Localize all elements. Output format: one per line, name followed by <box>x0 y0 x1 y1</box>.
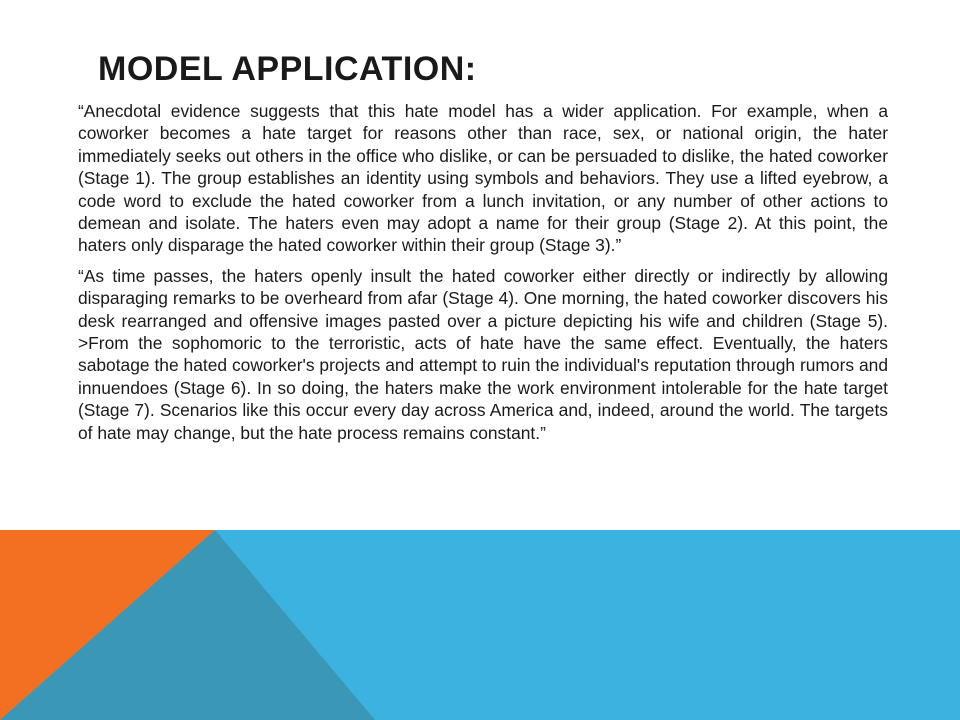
footer-shapes <box>0 530 960 720</box>
quote-paragraph-1: “Anecdotal evidence suggests that this hate model has a wider application. For example, when a coworker becomes a hate target for reasons other than race, sex, or national origin, the hater immediately seeks out others in the office who dislike, or can be persuaded to dislike, the hated coworker (Stage 1). The group establishes an identity using symbols and behaviors. They use a lifted eyebrow, a code word to exclude the hated coworker from a lunch invitation, or any number of other actions to demean and isolate. The haters even may adopt a name for their group (Stage 2). At this point, the haters only disparage the hated coworker within their group (Stage 3).” <box>78 101 888 256</box>
footer-decoration <box>0 530 960 720</box>
slide-title: MODEL APPLICATION: <box>98 50 477 88</box>
quote-paragraph-2: “As time passes, the haters openly insult the hated coworker either directly or indirectly by allowing disparaging remarks to be overheard from afar (Stage 4). One morning, the hated coworker discovers his desk rearranged and offensive images pasted over a picture depicting his wife and children (Stage 5). >From the sophomoric to the terroristic, acts of hate have the same effect. Eventually, the haters sabotage the hated coworker's projects and attempt to ruin the individual's reputation through rumors and innuendoes (Stage 6). In so doing, the haters make the work environment intolerable for the hate target (Stage 7). Scenarios like this occur every day across America and, indeed, around the world. The targets of hate may change, but the hate process remains constant.” <box>78 265 888 443</box>
slide-body <box>78 100 888 452</box>
